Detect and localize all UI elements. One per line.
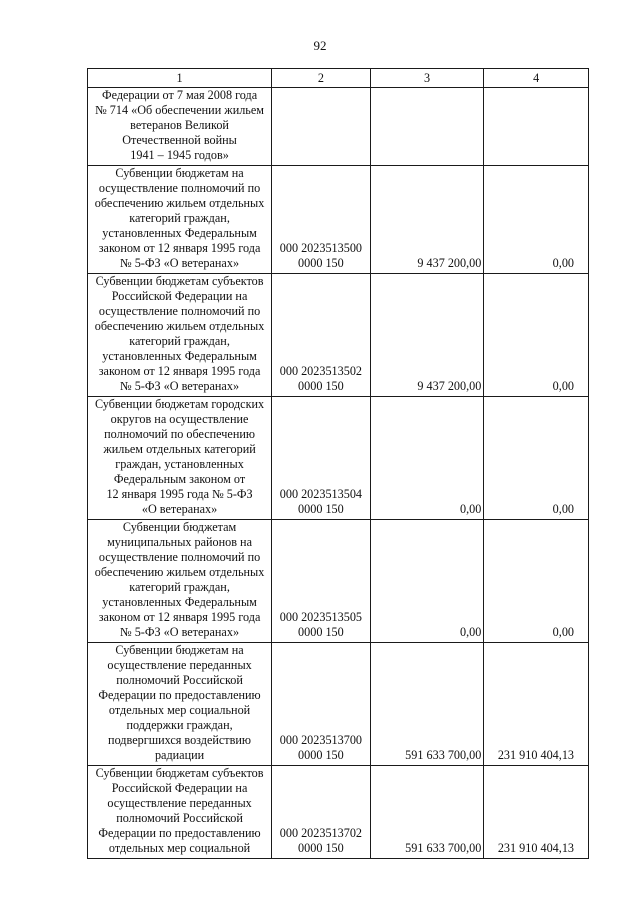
row-name-cell: Субвенции бюджетам субъектов Российской Федерации на осуществление полномочий по обеспечению жильем отдельных категорий граждан, установленных Федеральным законом от 12 января 1995 года № 5-ФЗ «О ветеранах» bbox=[88, 274, 272, 397]
row-plan-cell: 591 633 700,00 bbox=[370, 643, 484, 766]
row-fact-cell bbox=[484, 88, 589, 166]
row-fact-cell: 0,00 bbox=[484, 520, 589, 643]
row-fact-cell: 231 910 404,13 bbox=[484, 766, 589, 859]
row-fact-cell: 231 910 404,13 bbox=[484, 643, 589, 766]
column-header-4: 4 bbox=[484, 69, 589, 88]
column-header-2: 2 bbox=[272, 69, 371, 88]
row-plan-cell bbox=[370, 88, 484, 166]
budget-table bbox=[87, 68, 589, 859]
row-plan-cell: 9 437 200,00 bbox=[370, 274, 484, 397]
row-code-cell: 000 2023513700 0000 150 bbox=[272, 643, 371, 766]
row-plan-cell: 0,00 bbox=[370, 397, 484, 520]
row-plan-cell: 0,00 bbox=[370, 520, 484, 643]
table-row bbox=[88, 88, 589, 166]
row-code-cell: 000 2023513502 0000 150 bbox=[272, 274, 371, 397]
header-row bbox=[88, 69, 589, 88]
row-name-cell: Субвенции бюджетам на осуществление переданных полномочий Российской Федерации по предоставлению отдельных мер социальной поддержки граждан, подвергшихся воздействию радиации bbox=[88, 643, 272, 766]
row-plan-cell: 591 633 700,00 bbox=[370, 766, 484, 859]
table-row bbox=[88, 274, 589, 397]
row-code-cell bbox=[272, 88, 371, 166]
page-number: 92 bbox=[313, 38, 327, 53]
row-fact-cell: 0,00 bbox=[484, 166, 589, 274]
table-row bbox=[88, 520, 589, 643]
table-row bbox=[88, 397, 589, 520]
row-name-cell: Субвенции бюджетам на осуществление полномочий по обеспечению жильем отдельных категорий граждан, установленных Федеральным законом от 12 января 1995 года № 5-ФЗ «О ветеранах» bbox=[88, 166, 272, 274]
table-row bbox=[88, 643, 589, 766]
row-code-cell: 000 2023513500 0000 150 bbox=[272, 166, 371, 274]
column-header-1: 1 bbox=[88, 69, 272, 88]
table-row bbox=[88, 166, 589, 274]
row-plan-cell: 9 437 200,00 bbox=[370, 166, 484, 274]
row-fact-cell: 0,00 bbox=[484, 274, 589, 397]
row-name-cell: Федерации от 7 мая 2008 года № 714 «Об обеспечении жильем ветеранов Великой Отечественной войны 1941 – 1945 годов» bbox=[88, 88, 272, 166]
row-code-cell: 000 2023513504 0000 150 bbox=[272, 397, 371, 520]
row-name-cell: Субвенции бюджетам муниципальных районов на осуществление полномочий по обеспечению жильем отдельных категорий граждан, установленных Федеральным законом от 12 января 1995 года № 5-ФЗ «О ветеранах» bbox=[88, 520, 272, 643]
row-code-cell: 000 2023513702 0000 150 bbox=[272, 766, 371, 859]
table-row bbox=[88, 766, 589, 859]
row-name-cell: Субвенции бюджетам субъектов Российской Федерации на осуществление переданных полномочий Российской Федерации по предоставлению отдельных мер социальной bbox=[88, 766, 272, 859]
row-code-cell: 000 2023513505 0000 150 bbox=[272, 520, 371, 643]
row-fact-cell: 0,00 bbox=[484, 397, 589, 520]
column-header-3: 3 bbox=[370, 69, 484, 88]
row-name-cell: Субвенции бюджетам городских округов на осуществление полномочий по обеспечению жильем отдельных категорий граждан, установленных Федеральным законом от 12 января 1995 года № 5-ФЗ «О ветеранах» bbox=[88, 397, 272, 520]
